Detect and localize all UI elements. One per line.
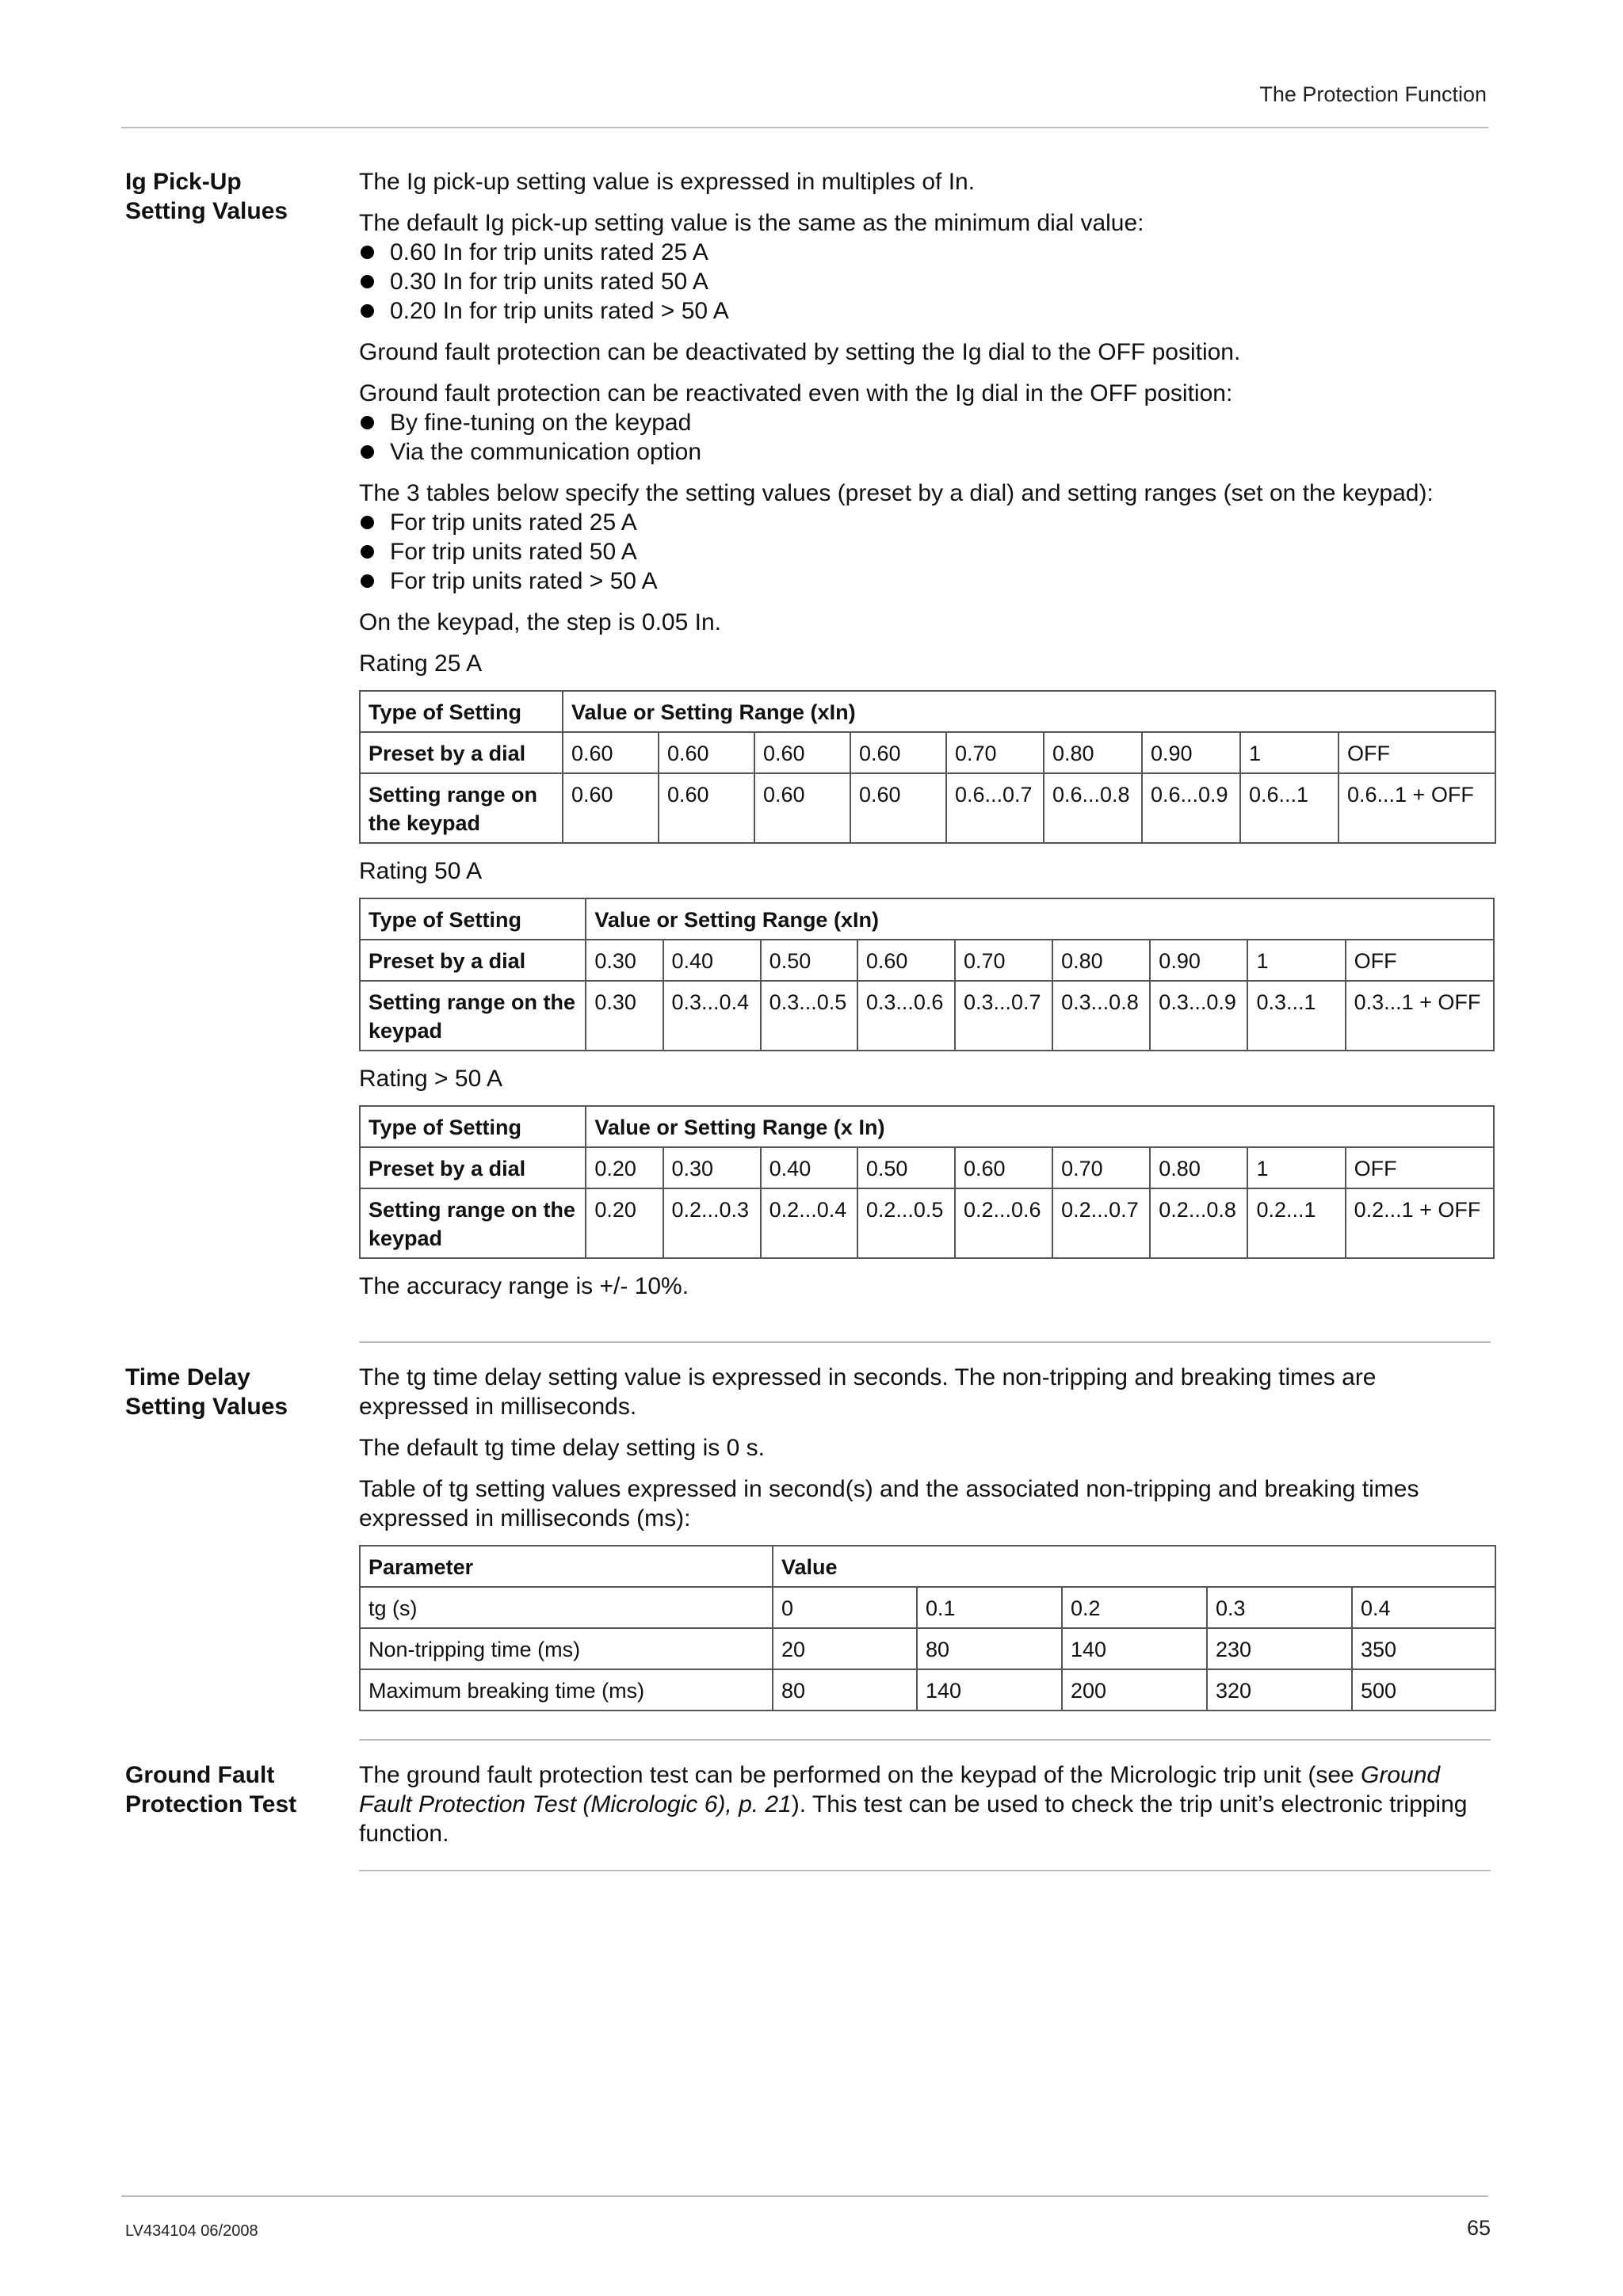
table-row bbox=[360, 1106, 1494, 1147]
page-number: 65 bbox=[1466, 2216, 1491, 2240]
paragraph: Ground fault protection can be deactivated by setting the Ig dial to the OFF position. bbox=[359, 339, 1241, 365]
table-cell: 0.3 bbox=[1207, 1587, 1352, 1628]
section-body-gf bbox=[359, 1760, 1492, 1860]
bullet-list bbox=[359, 508, 1492, 596]
row-label: tg (s) bbox=[360, 1587, 773, 1628]
header-divider bbox=[121, 127, 1488, 128]
table-cell: 0.90 bbox=[1150, 940, 1247, 981]
table-cell: 0.30 bbox=[586, 940, 663, 981]
table-cell: 0.2...0.5 bbox=[857, 1188, 955, 1258]
table-cell: 0.60 bbox=[659, 732, 754, 773]
paragraph: On the keypad, the step is 0.05 In. bbox=[359, 609, 721, 635]
list-item: Via the communication option bbox=[359, 437, 1492, 467]
list-item: For trip units rated 25 A bbox=[359, 508, 1492, 537]
table-cell: 0.3...0.6 bbox=[857, 981, 955, 1051]
table-rating-25a bbox=[359, 690, 1496, 844]
paragraph: Table of tg setting values expressed in second(s) and the associated non-tripping and breaking times expressed in milliseconds (ms): bbox=[359, 1476, 1419, 1531]
section-body-tg bbox=[359, 1363, 1492, 1724]
table-cell: 0.60 bbox=[659, 773, 754, 843]
table-cell: 0.6...1 bbox=[1240, 773, 1338, 843]
list-item: 0.20 In for trip units rated > 50 A bbox=[359, 296, 1492, 326]
row-label: Preset by a dial bbox=[360, 940, 586, 981]
table-header-cell: Value or Setting Range (x In) bbox=[586, 1106, 1494, 1147]
table-cell: 0.40 bbox=[663, 940, 761, 981]
table-cell: 0.3...1 + OFF bbox=[1346, 981, 1494, 1051]
table-cell: 0.80 bbox=[1044, 732, 1142, 773]
list-item: 0.60 In for trip units rated 25 A bbox=[359, 238, 1492, 267]
table-cell: 0.3...0.5 bbox=[761, 981, 857, 1051]
paragraph: The ground fault protection test can be performed on the keypad of the Micrologic trip unit (see Ground Fault Protection Test (Micrologic 6), p. 21). This test can be used to check the trip unit’s electronic tripping function. bbox=[359, 1762, 1468, 1847]
table-cell: 0.30 bbox=[586, 981, 663, 1051]
table-cell: 0.20 bbox=[586, 1188, 663, 1258]
table-cell: 0.20 bbox=[586, 1147, 663, 1188]
table-row bbox=[360, 1147, 1494, 1188]
table-cell: 0.2 bbox=[1062, 1587, 1207, 1628]
table-cell: 320 bbox=[1207, 1669, 1352, 1711]
row-label: Preset by a dial bbox=[360, 732, 563, 773]
list-item: By fine-tuning on the keypad bbox=[359, 408, 1492, 437]
paragraph: The default tg time delay setting is 0 s. bbox=[359, 1435, 765, 1461]
table-cell: 1 bbox=[1247, 940, 1345, 981]
table-header-cell: Type of Setting bbox=[360, 1106, 586, 1147]
table-cell: 0.60 bbox=[850, 773, 946, 843]
table-header-cell: Value or Setting Range (xIn) bbox=[563, 691, 1495, 732]
row-label: Setting range on the keypad bbox=[360, 981, 586, 1051]
table-cell: 350 bbox=[1352, 1628, 1495, 1669]
paragraph: The default Ig pick-up setting value is the same as the minimum dial value: bbox=[359, 210, 1144, 236]
table-cell: 0 bbox=[773, 1587, 917, 1628]
table-cell: OFF bbox=[1346, 1147, 1494, 1188]
table-cell: 0.2...1 + OFF bbox=[1346, 1188, 1494, 1258]
table-cell: 0.3...0.4 bbox=[663, 981, 761, 1051]
table-cell: 230 bbox=[1207, 1628, 1352, 1669]
table-cell: 0.60 bbox=[955, 1147, 1052, 1188]
table-cell: 0.30 bbox=[663, 1147, 761, 1188]
bullet-list bbox=[359, 408, 1492, 467]
table-cell: 0.50 bbox=[761, 940, 857, 981]
table-row bbox=[360, 898, 1494, 940]
table-cell: 0.40 bbox=[761, 1147, 857, 1188]
row-label: Non-tripping time (ms) bbox=[360, 1628, 773, 1669]
row-label: Preset by a dial bbox=[360, 1147, 586, 1188]
table-cell: 140 bbox=[917, 1669, 1062, 1711]
table-row bbox=[360, 1587, 1495, 1628]
table-row bbox=[360, 981, 1494, 1051]
table-header-cell: Type of Setting bbox=[360, 898, 586, 940]
table-row bbox=[360, 732, 1495, 773]
section-divider bbox=[359, 1739, 1491, 1741]
table-row bbox=[360, 691, 1495, 732]
document-reference: LV434104 06/2008 bbox=[125, 2222, 258, 2240]
table-cell: 0.60 bbox=[563, 773, 659, 843]
table-row bbox=[360, 773, 1495, 843]
table-cell: 0.60 bbox=[754, 732, 850, 773]
table-row bbox=[360, 1546, 1495, 1587]
table-header-cell: Value bbox=[773, 1546, 1495, 1587]
table-cell: 20 bbox=[773, 1628, 917, 1669]
table-cell: 80 bbox=[917, 1628, 1062, 1669]
table-cell: 0.2...1 bbox=[1247, 1188, 1345, 1258]
table-cell: 0.2...0.4 bbox=[761, 1188, 857, 1258]
list-item: For trip units rated 50 A bbox=[359, 537, 1492, 566]
table-cell: 0.3...0.8 bbox=[1052, 981, 1150, 1051]
bullet-list bbox=[359, 238, 1492, 326]
section-body-ig bbox=[359, 167, 1492, 1313]
row-label: Setting range on the keypad bbox=[360, 773, 563, 843]
list-item: 0.30 In for trip units rated 50 A bbox=[359, 267, 1492, 296]
table-cell: 0.50 bbox=[857, 1147, 955, 1188]
table-cell: 0.60 bbox=[857, 940, 955, 981]
table-header-cell: Parameter bbox=[360, 1546, 773, 1587]
table-row bbox=[360, 1628, 1495, 1669]
table-cell: 140 bbox=[1062, 1628, 1207, 1669]
table-cell: 0.2...0.3 bbox=[663, 1188, 761, 1258]
table-cell: 0.60 bbox=[563, 732, 659, 773]
table-cell: 0.70 bbox=[946, 732, 1044, 773]
table-cell: 0.4 bbox=[1352, 1587, 1495, 1628]
table-tg-values bbox=[359, 1545, 1496, 1711]
footer-divider bbox=[121, 2195, 1488, 2197]
row-label: Maximum breaking time (ms) bbox=[360, 1669, 773, 1711]
list-item: For trip units rated > 50 A bbox=[359, 566, 1492, 596]
table-cell: 0.3...0.9 bbox=[1150, 981, 1247, 1051]
table-caption-25a: Rating 25 A bbox=[359, 650, 483, 677]
table-rating-50a bbox=[359, 898, 1495, 1051]
table-cell: 0.2...0.6 bbox=[955, 1188, 1052, 1258]
section-heading-gf: Ground Fault Protection Test bbox=[125, 1762, 297, 1817]
table-cell: 0.60 bbox=[850, 732, 946, 773]
table-cell: 0.90 bbox=[1142, 732, 1240, 773]
table-rating-over-50a bbox=[359, 1105, 1495, 1259]
table-header-cell: Type of Setting bbox=[360, 691, 563, 732]
table-cell: 1 bbox=[1247, 1147, 1345, 1188]
table-row bbox=[360, 1669, 1495, 1711]
table-cell: OFF bbox=[1338, 732, 1495, 773]
table-cell: 0.6...0.8 bbox=[1044, 773, 1142, 843]
table-cell: 0.80 bbox=[1052, 940, 1150, 981]
table-cell: 80 bbox=[773, 1669, 917, 1711]
table-cell: 0.3...1 bbox=[1247, 981, 1345, 1051]
section-divider bbox=[359, 1870, 1491, 1871]
table-cell: 0.3...0.7 bbox=[955, 981, 1052, 1051]
paragraph: The Ig pick-up setting value is expressed in multiples of In. bbox=[359, 169, 976, 195]
paragraph: The tg time delay setting value is expressed in seconds. The non-tripping and breaking times are expressed in milliseconds. bbox=[359, 1364, 1377, 1420]
table-cell: 200 bbox=[1062, 1669, 1207, 1711]
table-row bbox=[360, 940, 1494, 981]
row-label: Setting range on the keypad bbox=[360, 1188, 586, 1258]
table-cell: 0.70 bbox=[1052, 1147, 1150, 1188]
table-cell: 0.2...0.8 bbox=[1150, 1188, 1247, 1258]
table-header-cell: Value or Setting Range (xIn) bbox=[586, 898, 1494, 940]
running-header: The Protection Function bbox=[1259, 82, 1487, 106]
cross-reference-link[interactable]: Ground Fault Protection Test (Micrologic 6), p. 21 bbox=[359, 1762, 1441, 1817]
section-divider bbox=[359, 1341, 1491, 1343]
table-cell: 1 bbox=[1240, 732, 1338, 773]
table-cell: OFF bbox=[1346, 940, 1494, 981]
table-cell: 0.60 bbox=[754, 773, 850, 843]
table-row bbox=[360, 1188, 1494, 1258]
table-cell: 0.80 bbox=[1150, 1147, 1247, 1188]
table-cell: 0.2...0.7 bbox=[1052, 1188, 1150, 1258]
table-cell: 0.70 bbox=[955, 940, 1052, 981]
table-cell: 500 bbox=[1352, 1669, 1495, 1711]
table-caption-50a: Rating 50 A bbox=[359, 858, 483, 884]
section-heading-tg: Time Delay Setting Values bbox=[125, 1364, 288, 1420]
table-cell: 0.6...0.9 bbox=[1142, 773, 1240, 843]
paragraph-accuracy: The accuracy range is +/- 10%. bbox=[359, 1273, 689, 1299]
section-heading-ig: Ig Pick-Up Setting Values bbox=[125, 169, 288, 224]
paragraph: Ground fault protection can be reactivated even with the Ig dial in the OFF position: bbox=[359, 380, 1233, 406]
paragraph: The 3 tables below specify the setting values (preset by a dial) and setting ranges (set on the keypad): bbox=[359, 480, 1434, 506]
table-cell: 0.6...0.7 bbox=[946, 773, 1044, 843]
table-caption-over-50a: Rating > 50 A bbox=[359, 1066, 502, 1092]
table-cell: 0.6...1 + OFF bbox=[1338, 773, 1495, 843]
table-cell: 0.1 bbox=[917, 1587, 1062, 1628]
